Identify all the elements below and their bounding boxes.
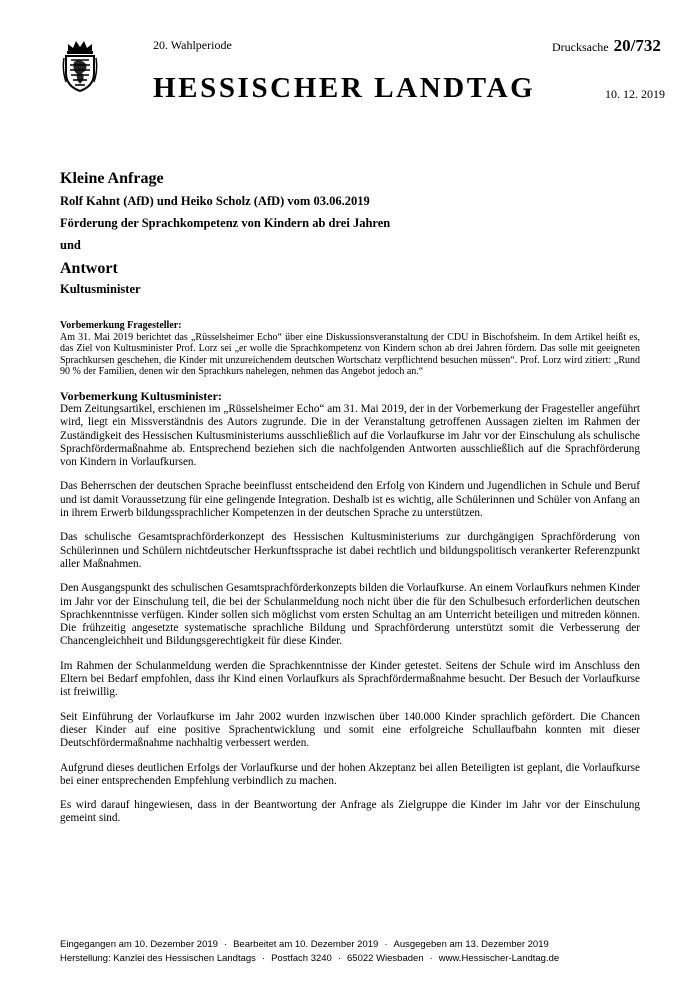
document-date: 10. 12. 2019 xyxy=(605,87,665,101)
footer-dates xyxy=(60,939,549,950)
answer-title: Antwort xyxy=(60,260,118,277)
paragraph: Es wird darauf hingewiesen, dass in der Beantwortung der Anfrage als Zielgruppe die Kinder im Jahr vor der Einschulung gemeint sind. xyxy=(60,799,640,825)
paragraph: Aufgrund dieses deutlichen Erfolgs der Vorlaufkurse und der hohen Akzeptanz bei allen Beteiligten ist geplant, die Vorlaufkurse bei einer entsprechenden Empfehlung verbindlich zu machen. xyxy=(60,761,640,787)
vorbemerkung-fragesteller-text: Am 31. Mai 2019 berichtet das „Rüsselsheimer Echo“ über eine Diskussionsveranstaltung der CDU in Bischofsheim. In dem Artikel heißt es, das Ziel von Kultusminister Prof. Lorz sei „er wolle die Sprachkompetenz von Kindern schon ab drei Jahren fördern. Das solle mit geeigneten Sprachkursen geschehen, die Kinder mit unzureichendem deutschen Wortschatz verpflichtend besuchen müssen“. Prof. Lorz wird zitiert: „Rund 90 % der Familien, denen wir den Sprachkurs nahelegen, nehmen das Angebot jedoch an.“ xyxy=(60,331,640,378)
vorbemerkung-kultusminister-heading: Vorbemerkung Kultusminister: xyxy=(60,388,222,403)
drucksache-label: Drucksache xyxy=(552,40,609,54)
footer-postfach: Postfach 3240 xyxy=(271,953,332,964)
footer-imprint xyxy=(60,953,559,964)
document-body xyxy=(60,320,640,837)
footer-ort: 65022 Wiesbaden xyxy=(347,953,424,964)
paragraph: Dem Zeitungsartikel, erschienen im „Rüsselsheimer Echo“ am 31. Mai 2019, der in der Vorbemerkung der Fragesteller angeführt wird, liegt ein Missverständnis des Autors zugrunde. Die in der Veranstaltung getroffenen Aussagen zielten im Rahmen der Zuständigkeit des Hessischen Kultusministeriums ausschließlich auf die Vorlaufkurse im Jahr vor der Einschulung als schulische Sprachfördermaßnahme ab. Entsprechend beziehen sich die nachfolgenden Antworten ausschließlich auf die Sprachförderung von Kindern in Vorlaufkursen. xyxy=(60,402,640,469)
vorbemerkung-fragesteller-heading: Vorbemerkung Fragesteller: xyxy=(60,320,182,331)
subject: Förderung der Sprachkompetenz von Kindern ab drei Jahren xyxy=(60,216,391,230)
paragraph: Im Rahmen der Schulanmeldung werden die Sprachkenntnisse der Kinder getestet. Seitens der Schule wird im Anschluss den Eltern bei Bedarf empfohlen, dass ihr Kind einen Vorlaufkurs als Sprachfördermaßnahme besucht. Der Besuch der Vorlaufkurse ist freiwillig. xyxy=(60,659,640,699)
hessen-coat-of-arms-icon xyxy=(62,40,98,92)
und-label: und xyxy=(60,238,81,252)
footer-website-link[interactable]: www.Hessischer-Landtag.de xyxy=(438,953,560,964)
document-type: Kleine Anfrage xyxy=(60,170,164,187)
footer-eingegangen: Eingegangen am 10. Dezember 2019 xyxy=(60,939,218,950)
paragraph: Seit Einführung der Vorlaufkurse im Jahr 2002 wurden inzwischen über 140.000 Kinder sprachlich gefördert. Die Chancen dieser Kinder auf eine positive Sprachentwicklung und somit eine erfolgreiche Schullaufbahn konnten mit dieser Deutschfördermaßnahme nachhaltig verbessert werden. xyxy=(60,710,640,750)
page-title: HESSISCHER LANDTAG xyxy=(153,72,536,104)
drucksache xyxy=(552,36,661,56)
footer-separator: · xyxy=(429,953,433,964)
wahlperiode: 20. Wahlperiode xyxy=(153,38,232,52)
footer-ausgegeben: Ausgegeben am 13. Dezember 2019 xyxy=(393,939,549,950)
drucksache-number: 20/732 xyxy=(613,36,661,55)
paragraph: Das Beherrschen der deutschen Sprache beeinflusst entscheidend den Erfolg von Kindern und Jugendlichen in Schule und Beruf und ist damit Voraussetzung für eine gelingende Integration. Deshalb ist es wichtig, alle Schülerinnen und Schüler von Anfang an in ihrem Erwerb bildungssprachlicher Kompetenzen in der deutschen Sprache zu unterstützen. xyxy=(60,480,640,520)
footer-bearbeitet: Bearbeitet am 10. Dezember 2019 xyxy=(233,939,379,950)
heading-block xyxy=(60,170,640,304)
footer-separator: · xyxy=(261,953,266,964)
authors: Rolf Kahnt (AfD) und Heiko Scholz (AfD) vom 03.06.2019 xyxy=(60,194,370,208)
footer-separator: · xyxy=(223,939,228,950)
footer-herstellung: Herstellung: Kanzlei des Hessischen Landtags xyxy=(60,953,256,964)
footer-separator: · xyxy=(337,953,342,964)
paragraph: Das schulische Gesamtsprachförderkonzept des Hessischen Kultusministeriums zur durchgängigen Sprachförderung von Schülerinnen und Schülern nichtdeutscher Herkunftssprache ist dabei rechtlich und bildungspolitisch verankerter Referenzpunkt aller Maßnahmen. xyxy=(60,531,640,570)
footer-separator: · xyxy=(384,939,388,950)
paragraph: Den Ausgangspunkt des schulischen Gesamtsprachförderkonzepts bilden die Vorlaufkurse. An einem Vorlaufkurs nehmen Kinder im Jahr vor der Einschulung teil, die bei der Schulanmeldung noch nicht über die für den Schulbesuch erforderlichen deutschen Sprachkenntnisse verfügen. Kinder sollen sich möglichst vom ersten Schultag an am Unterricht beteiligen und mitreden können. Die frühzeitig angesetzte systematische sprachliche Bildung und Sprachförderung unterstützt somit die Verbesserung der Chancengleichheit und Bildungsgerechtigkeit für diese Kinder. xyxy=(60,582,640,648)
minister: Kultusminister xyxy=(60,282,141,296)
